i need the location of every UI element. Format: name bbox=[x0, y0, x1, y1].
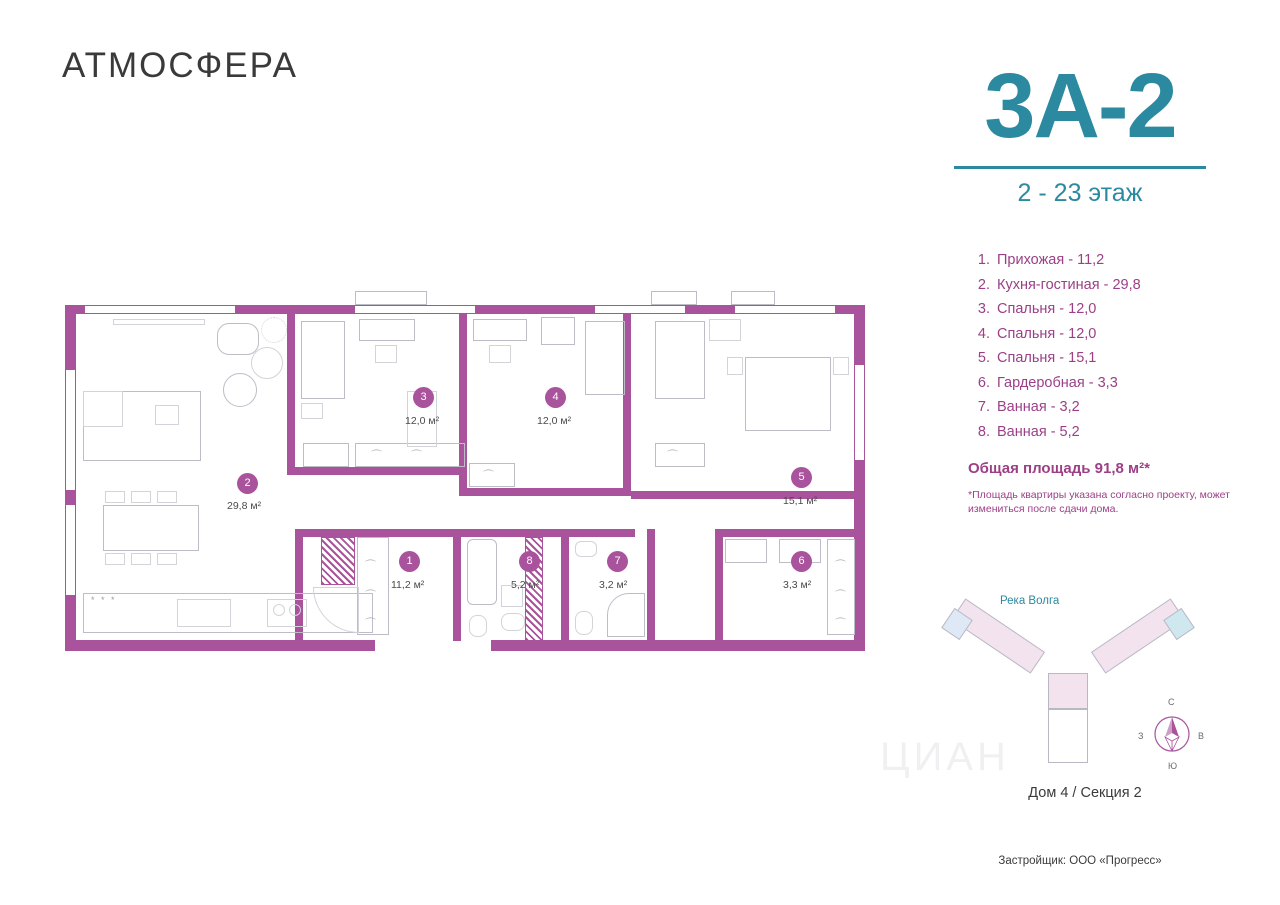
chair-4 bbox=[489, 345, 511, 363]
window-left-2 bbox=[65, 505, 76, 595]
compass-icon bbox=[1145, 707, 1199, 761]
room-area-6: 3,3 м² bbox=[783, 579, 812, 591]
armchair-1 bbox=[217, 323, 259, 355]
room-badge-8: 8 bbox=[519, 551, 540, 572]
partition-bath8-left bbox=[453, 529, 461, 641]
room-number: 3. bbox=[977, 301, 990, 317]
sink-8 bbox=[501, 613, 525, 631]
hanger-icon: ⌒ bbox=[411, 450, 422, 462]
list-item bbox=[968, 375, 1230, 391]
room-number: 7. bbox=[977, 399, 990, 415]
room-area-2: 29,8 м² bbox=[227, 500, 262, 512]
title-divider bbox=[954, 166, 1206, 169]
room-number: 8. bbox=[977, 423, 990, 440]
wardrobe-3 bbox=[303, 443, 349, 467]
toilet-7 bbox=[575, 611, 593, 635]
site-block-left bbox=[951, 598, 1045, 673]
room-label: Прихожая - 11,2 bbox=[997, 252, 1105, 268]
dining-chair-4 bbox=[105, 553, 125, 565]
dining-chair-6 bbox=[157, 553, 177, 565]
exterior-wall-bottom-left bbox=[65, 640, 375, 651]
hanger-icon: ⌒ bbox=[835, 618, 846, 630]
room-label: Кухня-гостиная - 29,8 bbox=[997, 276, 1141, 293]
hanger-icon: ⌒ bbox=[483, 470, 494, 482]
bed-3 bbox=[301, 321, 345, 399]
ventilation-shaft-1 bbox=[321, 537, 355, 585]
list-item bbox=[968, 301, 1230, 317]
nightstand-5b bbox=[833, 357, 849, 375]
list-item bbox=[968, 399, 1230, 415]
room-badge-2: 2 bbox=[237, 473, 258, 494]
sink-7 bbox=[575, 541, 597, 557]
site-plan bbox=[940, 585, 1230, 815]
dining-chair-3 bbox=[157, 491, 177, 503]
site-block-right bbox=[1091, 598, 1185, 673]
balcony-plate-2 bbox=[651, 291, 697, 305]
room-number: 5. bbox=[977, 350, 990, 366]
partition-bedroom4-bottom bbox=[459, 488, 631, 496]
river-label: Река Волга bbox=[1000, 595, 1060, 607]
room-area-7: 3,2 м² bbox=[599, 579, 628, 591]
hanger-icon: ⌒ bbox=[835, 560, 846, 572]
partition-bedroom3-left bbox=[287, 314, 295, 474]
window-top-4 bbox=[735, 305, 835, 314]
room-badge-7: 7 bbox=[607, 551, 628, 572]
site-block-center bbox=[1048, 709, 1088, 763]
sofa-chaise bbox=[83, 391, 123, 427]
hanger-icon: ⌒ bbox=[365, 618, 376, 630]
list-item bbox=[968, 424, 1230, 440]
list-item bbox=[968, 350, 1230, 366]
window-top-1 bbox=[85, 305, 235, 314]
chair-3 bbox=[375, 345, 397, 363]
bed-5 bbox=[745, 357, 831, 431]
decor-plant bbox=[261, 317, 287, 343]
hanger-icon: ⌒ bbox=[365, 590, 376, 602]
dining-chair-5 bbox=[131, 553, 151, 565]
tv-panel bbox=[113, 319, 205, 325]
window-top-2 bbox=[355, 305, 475, 314]
dresser-5 bbox=[709, 319, 741, 341]
balcony-plate-1 bbox=[355, 291, 427, 305]
toilet-8 bbox=[469, 615, 487, 637]
brand-logo: АТМОСФЕРА bbox=[62, 46, 298, 85]
room-area-4: 12,0 м² bbox=[537, 415, 572, 427]
page-title: 3А-2 bbox=[984, 55, 1176, 157]
list-item bbox=[968, 326, 1230, 342]
stove-burner-1 bbox=[273, 604, 285, 616]
room-badge-5: 5 bbox=[791, 467, 812, 488]
site-block-center-highlight bbox=[1048, 673, 1088, 709]
partition-bedroom-mid bbox=[459, 314, 467, 496]
hanger-icon: ⌒ bbox=[835, 590, 846, 602]
rooms-legend bbox=[930, 252, 1230, 440]
desk-4 bbox=[473, 319, 527, 341]
area-disclaimer: *Площадь квартиры указана согласно проекту, может измениться после сдачи дома. bbox=[968, 488, 1230, 515]
room-badge-1: 1 bbox=[399, 551, 420, 572]
compass-east-label: В bbox=[1198, 731, 1205, 741]
shower-7 bbox=[607, 593, 645, 637]
dining-chair-2 bbox=[131, 491, 151, 503]
hanger-icon: ⌒ bbox=[365, 560, 376, 572]
stove-burner-2 bbox=[289, 604, 301, 616]
developer-label: Застройщик: ООО «Прогресс» bbox=[998, 855, 1162, 867]
wardrobe-5 bbox=[655, 321, 705, 399]
partition-wardrobe-top bbox=[715, 529, 865, 537]
compass-north-label: С bbox=[1168, 697, 1175, 707]
dining-table bbox=[103, 505, 199, 551]
partition-bedroom3-bottom bbox=[287, 467, 467, 475]
room-number: 6. bbox=[977, 374, 990, 391]
partition-wardrobe-left bbox=[715, 529, 723, 641]
hanger-icon: ⌒ bbox=[667, 450, 678, 462]
room-number: 2. bbox=[977, 276, 990, 293]
partition-bedroom5-bottom bbox=[631, 491, 865, 499]
window-left bbox=[65, 370, 76, 490]
total-area: Общая площадь 91,8 м²* bbox=[968, 459, 1150, 477]
floor-plan bbox=[55, 295, 865, 665]
room-area-1: 11,2 м² bbox=[391, 579, 425, 591]
compass-west-label: З bbox=[1138, 731, 1144, 741]
dining-chair-1 bbox=[105, 491, 125, 503]
partition-bath7-right bbox=[647, 529, 655, 641]
shelves-4 bbox=[541, 317, 575, 345]
room-label: Гардеробная - 3,3 bbox=[997, 374, 1118, 391]
watermark: ЦИАН bbox=[880, 735, 1010, 779]
exterior-wall-right bbox=[854, 305, 865, 651]
room-area-8: 5,2 м² bbox=[511, 579, 540, 591]
room-number: 4. bbox=[977, 325, 990, 342]
room-number: 1. bbox=[977, 252, 990, 268]
partition-hall-top bbox=[295, 529, 635, 537]
window-right bbox=[854, 365, 865, 460]
bed-4 bbox=[585, 321, 625, 395]
compass-south-label: Ю bbox=[1168, 761, 1178, 771]
plan-info-panel bbox=[930, 55, 1230, 516]
list-item bbox=[968, 277, 1230, 293]
room-label: Ванная - 5,2 bbox=[997, 423, 1080, 440]
pouf bbox=[223, 373, 257, 407]
nightstand-5a bbox=[727, 357, 743, 375]
room-badge-3: 3 bbox=[413, 387, 434, 408]
room-label: Спальня - 15,1 bbox=[997, 350, 1097, 366]
window-top-3 bbox=[595, 305, 685, 314]
bathtub bbox=[467, 539, 497, 605]
hob-marks: * * * bbox=[91, 595, 117, 605]
nightstand-3 bbox=[301, 403, 323, 419]
floors-range: 2 - 23 этаж bbox=[1017, 179, 1143, 207]
hanger-icon: ⌒ bbox=[371, 450, 382, 462]
partition-bath8-right bbox=[561, 529, 569, 641]
room-label: Ванная - 3,2 bbox=[997, 399, 1080, 415]
coffee-table bbox=[155, 405, 179, 425]
room-badge-4: 4 bbox=[545, 387, 566, 408]
room-badge-6: 6 bbox=[791, 551, 812, 572]
wardrobe-6-left bbox=[725, 539, 767, 563]
exterior-wall-bottom-right bbox=[491, 640, 865, 651]
closet-5 bbox=[655, 443, 705, 467]
room-label: Спальня - 12,0 bbox=[997, 301, 1097, 317]
kitchen-sink bbox=[177, 599, 231, 627]
balcony-plate-3 bbox=[731, 291, 775, 305]
desk-3 bbox=[359, 319, 415, 341]
round-table bbox=[251, 347, 283, 379]
room-label: Спальня - 12,0 bbox=[997, 325, 1097, 342]
room-area-5: 15,1 м² bbox=[783, 495, 818, 507]
house-section-label: Дом 4 / Секция 2 bbox=[1028, 785, 1142, 801]
list-item bbox=[968, 252, 1230, 268]
room-area-3: 12,0 м² bbox=[405, 415, 440, 427]
